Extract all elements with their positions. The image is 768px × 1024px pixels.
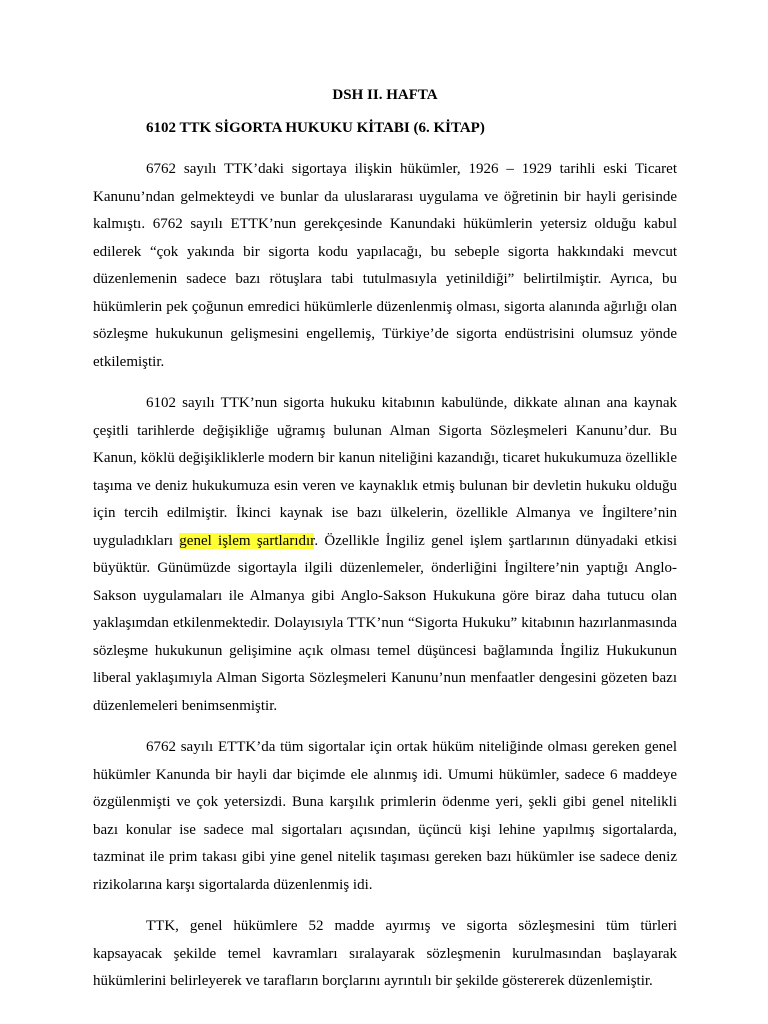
paragraph-3: 6762 sayılı ETTK’da tüm sigortalar için ortak hüküm niteliğinde olması gereken genel hükümler Kanunda bir hayli dar biçimde ele alınmış idi. Umumi hükümler, sadece 6 maddeye özgülenmişti ve çok yetersizdi. Buna karşılık primlerin ödenme yeri, şekli gibi genel nitelikli bazı konular ise sadece mal sigortaları açısından, üçüncü kişi lehine yapılmış sigortalarda, tazminat ile prim takası gibi yine genel nitelik taşıması gereken bazı hükümler ise sadece deniz rizikolarına karşı sigortalarda düzenlenmiş idi.: [93, 739, 677, 893]
document-subtitle: 6102 TTK SİGORTA HUKUKU KİTABI (6. KİTAP): [146, 120, 485, 136]
paragraph-2-text-after: . Özellikle İngiliz genel işlem şartlarının dünyadaki etkisi büyüktür. Günümüzde sigortayla ilgili düzenlemeler, önderliğini İngiltere’nin yaptığı Anglo-Sakson uygulamaları ile Almanya gibi Anglo-Sakson Hukukuna göre biraz daha tutucu olan yaklaşımdan etkilenmektedir. Dolayısıyla TTK’nun “Sigorta Hukuku” kitabının hazırlanmasında sözleşme hukukunun gelişimine açık olması temel düşüncesi bağlamında İngiliz Hukukunun liberal yaklaşımıyla Alman Sigorta Sözleşmeleri Kanunu’nun menfaatler dengesini gözeten bazı düzenlemeleri benimsenmiştir.: [93, 532, 678, 714]
paragraph-1: 6762 sayılı TTK’daki sigortaya ilişkin hükümler, 1926 – 1929 tarihli eski Ticaret Kanunu’ndan gelmekteydi ve bunlar da uluslararası uygulama ve öğretinin bir hayli gerisinde kalmıştı. 6762 sayılı ETTK’nun gerekçesinde Kanundaki hükümlerin yetersiz olduğu kabul edilerek “çok yakında bir sigorta kodu yapılacağı, bu sebeple sigorta hakkındaki mevcut düzenlemenin sadece bazı rötuşlara tabi tutulmasıyla yetinildiği” belirtilmiştir. Ayrıca, bu hükümlerin pek çoğunun emredici hükümlerle düzenlenmiş olması, sigorta alanında ağırlığı olan sözleşme hukukunun gelişmesini engellemiş, Türkiye’de sigorta endüstrisini olumsuz yönde etkilemiştir.: [93, 161, 677, 370]
paragraph-2: [93, 390, 677, 720]
document-page: [93, 84, 677, 1010]
paragraph-2-text-before: 6102 sayılı TTK’nun sigorta hukuku kitabının kabulünde, dikkate alınan ana kaynak çeşitli tarihlerde değişikliğe uğramış bulunan Alman Sigorta Sözleşmeleri Kanunu’dur. Bu Kanun, köklü değişikliklerle modern bir kanun niteliğini kazandığı, ticaret hukukumuza özellikle taşıma ve deniz hukukumuza esin veren ve kaynaklık etmiş bulunan bir devletin hukuku olduğu için tercih edilmiştir. İkinci kaynak ise bazı ülkelerin, özellikle Almanya ve İngiltere’nin uyguladıkları: [93, 395, 677, 549]
document-title: DSH II. HAFTA: [332, 87, 438, 103]
highlighted-text: genel işlem şartlarıdır: [179, 532, 315, 549]
paragraph-4: TTK, genel hükümlere 52 madde ayırmış ve sigorta sözleşmesini tüm türleri kapsayacak şekilde temel kavramları sıralayarak sözleşmenin kurulmasından başlayarak hükümlerini belirleyerek ve tarafların borçlarını ayrıntılı bir şekilde göstererek düzenlemiştir.: [93, 918, 677, 989]
